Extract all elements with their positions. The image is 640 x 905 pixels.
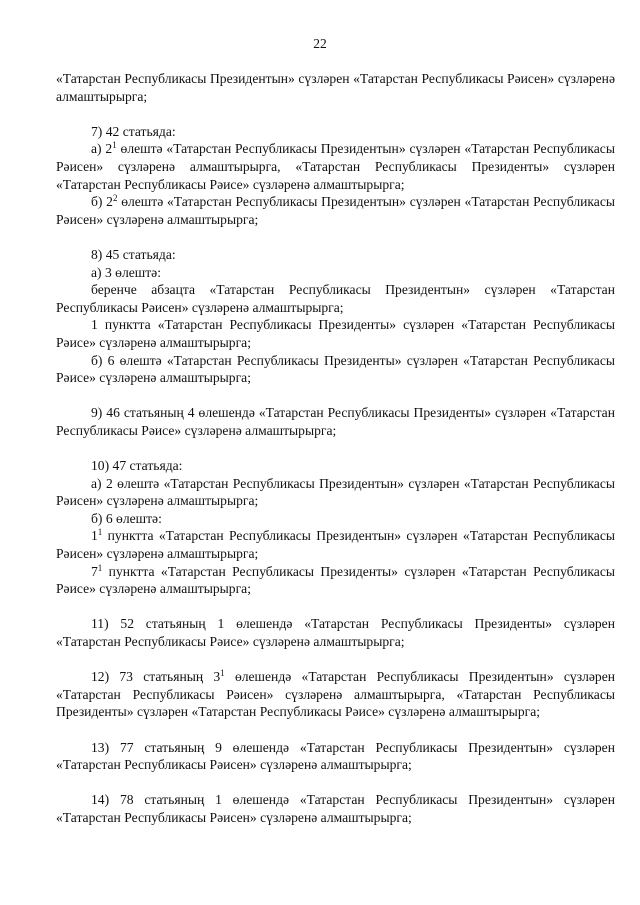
paragraph-text: өлештә «Татарстан Республикасы Президентын» сүзләрен «Татарстан Республикасы Рәисен» сүзләренә алмаштырырга; (56, 194, 615, 227)
paragraph-prefix: а) 2 (91, 141, 113, 157)
paragraph-item-7 (56, 123, 615, 141)
paragraph-item-14 (56, 791, 615, 826)
paragraph-prefix: 1 (91, 528, 98, 544)
paragraph-prefix: 7 (91, 563, 98, 579)
paragraph-item-9 (56, 404, 615, 439)
paragraph-item-8a (56, 264, 615, 282)
paragraph-continuation (56, 70, 615, 105)
superscript: 1 (112, 140, 117, 151)
paragraph-text: беренче абзацта «Татарстан Республикасы Президентын» сүзләрен «Татарстан Республикасы Рәисен» сүзләренә алмаштырырга; (56, 282, 615, 315)
paragraph-item-10a (56, 475, 615, 510)
paragraph-text: б) 6 өлештә «Татарстан Республикасы Президенты» сүзләрен «Татарстан Республикасы Рәисе» сүзләренә алмаштырырга; (56, 352, 615, 386)
page-number: 22 (313, 36, 327, 51)
paragraph-item-8a-1 (56, 316, 615, 351)
paragraph-text: 11) 52 статьяның 1 өлешендә «Татарстан Республикасы Президенты» сүзләрен «Татарстан Республикасы Рәисе» сүзләренә алмаштырырга; (56, 616, 615, 649)
paragraph-item-8b (56, 352, 615, 387)
paragraph-item-10b (56, 510, 615, 528)
paragraph-text: «Татарстан Республикасы Президентын» сүзләрен «Татарстан Республикасы Рәисен» сүзләренә алмаштырырга; (56, 71, 615, 104)
paragraph-item-10b-1 (56, 527, 615, 562)
paragraph-prefix: б) 2 (91, 194, 113, 210)
paragraph-text: 13) 77 статьяның 9 өлешендә «Татарстан Республикасы Президентын» сүзләрен «Татарстан Республикасы Рәисен» сүзләренә алмаштырырга; (56, 739, 615, 773)
superscript: 1 (97, 527, 103, 538)
paragraph-text: 9) 46 статьяның 4 өлешендә «Татарстан Республикасы Президенты» сүзләрен «Татарстан Республикасы Рәисе» сүзләренә алмаштырырга; (56, 405, 615, 438)
paragraph-prefix: 12) 73 статьяның 3 (91, 669, 221, 685)
paragraph-item-10b-7 (56, 563, 615, 598)
paragraph-item-13 (56, 739, 615, 774)
paragraph-text: 14) 78 статьяның 1 өлешендә «Татарстан Республикасы Президентын» сүзләрен «Татарстан Республикасы Рәисен» сүзләренә алмаштырырга; (56, 792, 615, 825)
paragraph-text: а) 3 өлештә: (91, 264, 161, 280)
superscript: 1 (97, 562, 103, 573)
paragraph-text: 10) 47 статьяда: (91, 458, 183, 474)
paragraph-text: пунктта «Татарстан Республикасы Президенты» сүзләрен «Татарстан Республикасы Рәисе» сүзләренә алмаштырырга; (56, 563, 615, 597)
paragraph-item-7a (56, 140, 615, 193)
paragraph-text: өлешендә «Татарстан Республикасы Президентын» сүзләрен «Татарстан Республикасы Рәисен» сүзләренә алмаштырырга, «Татарстан Республикасы Президенты» сүзләрен «Татарстан Республикасы Рәисе» сүзләренә алмаштырырга; (56, 669, 616, 720)
paragraph-item-11 (56, 615, 615, 650)
paragraph-text: пунктта «Татарстан Республикасы Президентын» сүзләрен «Татарстан Республикасы Рәисен» сүзләренә алмаштырырга; (56, 528, 615, 562)
paragraph-text: 1 пунктта «Татарстан Республикасы Президенты» сүзләрен «Татарстан Республикасы Рәисе» сүзләренә алмаштырырга; (56, 317, 615, 350)
document-body (56, 70, 615, 827)
superscript: 1 (220, 668, 225, 679)
paragraph-text: 7) 42 статьяда: (91, 123, 176, 139)
superscript: 2 (112, 193, 118, 204)
paragraph-item-8a-first (56, 281, 615, 316)
paragraph-item-7b (56, 193, 615, 228)
paragraph-text: а) 2 өлештә «Татарстан Республикасы Президентын» сүзләрен «Татарстан Республикасы Рәисен» сүзләренә алмаштырырга; (56, 475, 615, 509)
paragraph-item-12 (56, 668, 615, 721)
paragraph-item-8 (56, 246, 615, 264)
paragraph-text: б) 6 өлештә: (91, 510, 162, 526)
paragraph-text: 8) 45 статьяда: (91, 246, 176, 262)
paragraph-item-10 (56, 457, 615, 475)
paragraph-text: өлештә «Татарстан Республикасы Президентын» сүзләрен «Татарстан Республикасы Рәисен» сүзләренә алмаштырырга, «Татарстан Республикасы Президенты» сүзләрен «Татарстан Республикасы Рәисе» сүзләренә алмаштырырга; (56, 141, 615, 192)
